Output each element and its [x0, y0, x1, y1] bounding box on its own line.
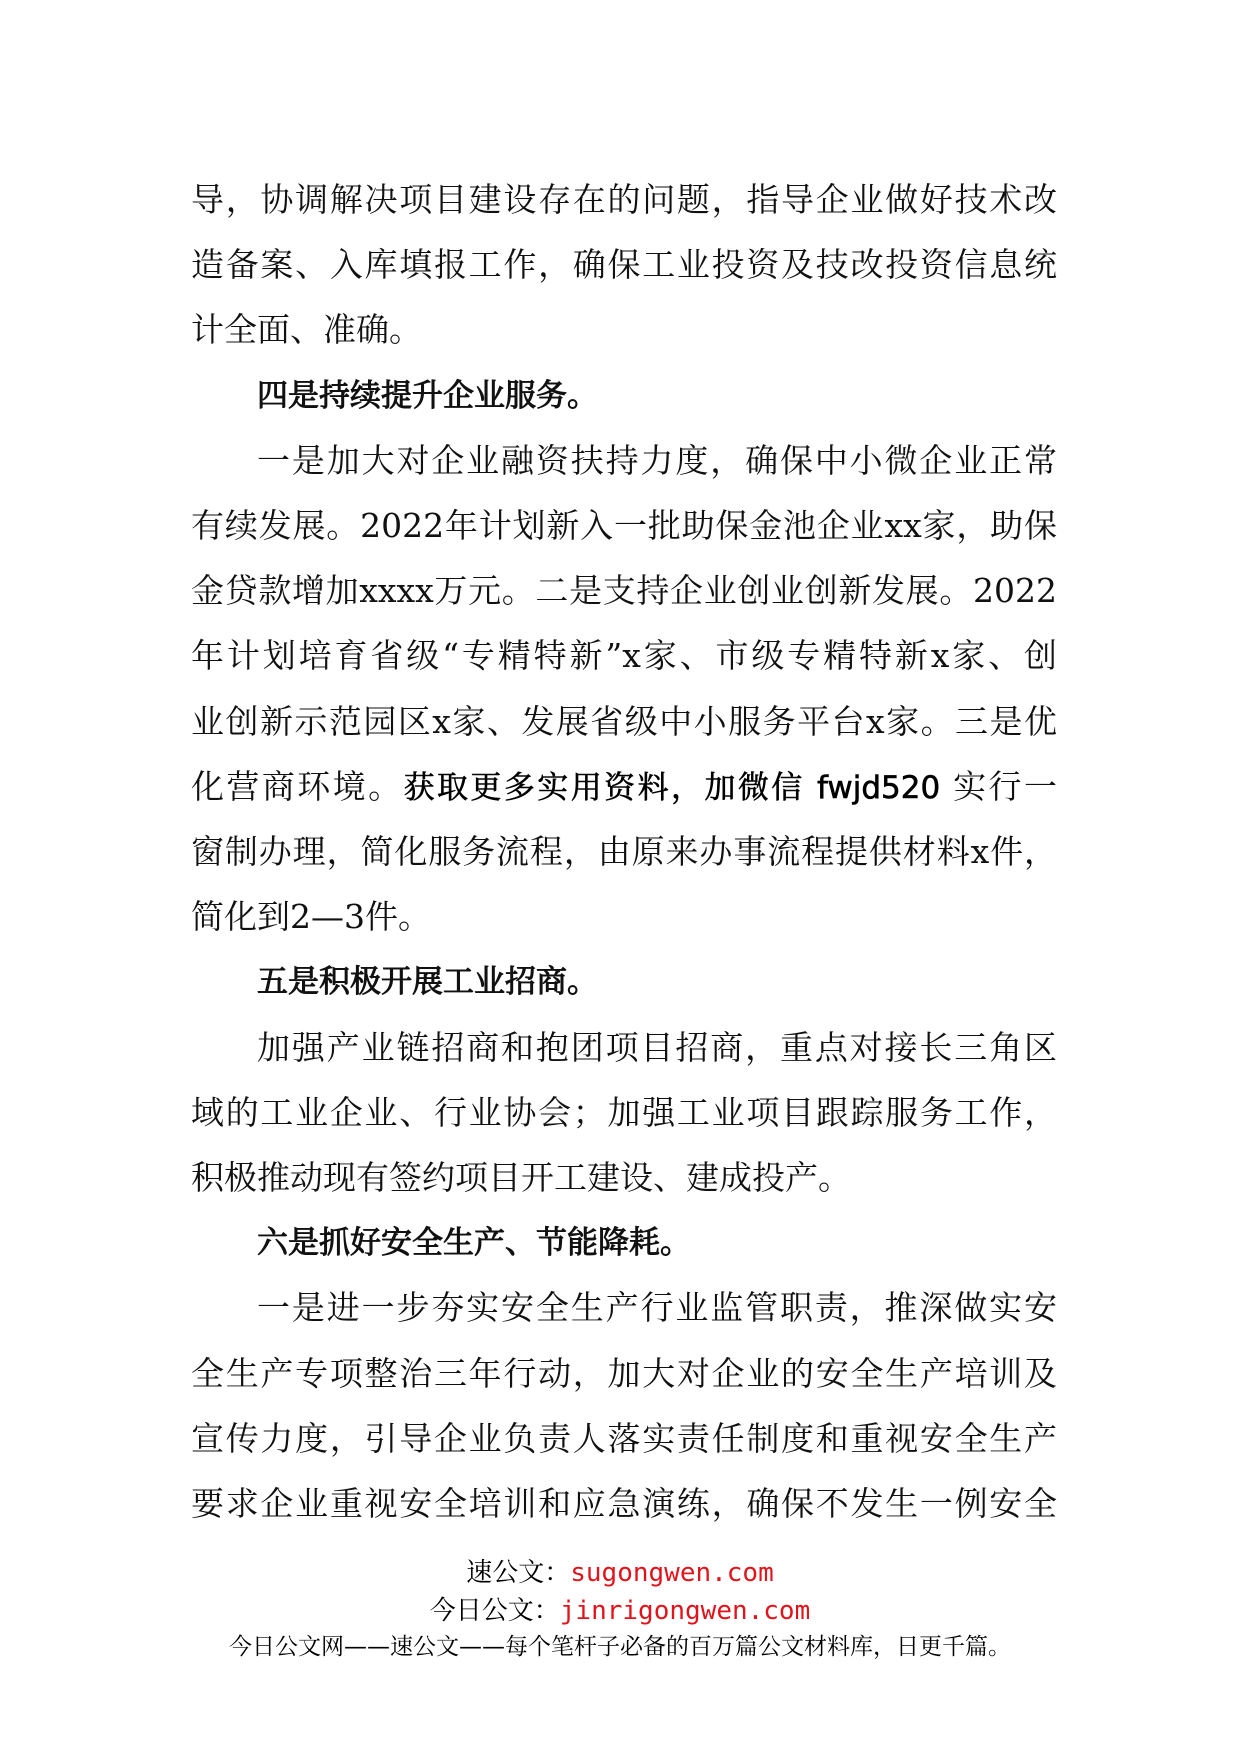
paragraph-line: 加强产业链招商和抱团项目招商，重点对接长三角区: [257, 1027, 1057, 1067]
sugongwen-link[interactable]: sugongwen.com: [570, 1558, 774, 1588]
paragraph-line: 年计划培育省级“专精特新”x家、市级专精特新x家、创: [191, 636, 1057, 676]
section-heading: 五是积极开展工业招商。: [257, 964, 598, 1001]
section-heading: 六是抓好安全生产、节能降耗。: [257, 1225, 691, 1262]
jinrigongwen-link[interactable]: jinrigongwen.com: [559, 1596, 811, 1626]
paragraph-line: 积极推动现有签约项目开工建设、建成投产。: [191, 1158, 851, 1197]
paragraph-line: 导，协调解决项目建设存在的问题，指导企业做好技术改: [191, 180, 1057, 219]
paragraph-line: 计全面、准确。: [191, 310, 422, 350]
footer-tagline: 今日公文网——速公文——每个笔杆子必备的百万篇公文材料库，日更千篇。: [229, 1634, 1011, 1660]
footer-sugongwen: [0, 1552, 1240, 1589]
section-heading: 四是持续提升企业服务。: [257, 377, 598, 414]
paragraph-line: 域的工业企业、行业协会；加强工业项目跟踪服务工作，: [191, 1092, 1057, 1132]
paragraph-line: 要求企业重视安全培训和应急演练，确保不发生一例安全: [191, 1484, 1057, 1523]
paragraph-line: 造备案、入库填报工作，确保工业投资及技改投资信息统: [191, 245, 1057, 285]
paragraph-line: 业创新示范园区x家、发展省级中小服务平台x家。三是优: [191, 701, 1057, 741]
paragraph-line: 金贷款增加xxxx万元。二是支持企业创业创新发展。2022: [191, 571, 1057, 611]
paragraph-text: 化营商环境。: [191, 766, 404, 806]
footer-jinrigongwen: [0, 1590, 1240, 1627]
promo-text: 获取更多实用资料，加微信 fwjd520: [403, 769, 941, 806]
footer-label: 今日公文：: [429, 1596, 560, 1626]
paragraph-line: 窗制办理，简化服务流程，由原来办事流程提供材料x件，: [191, 832, 1057, 871]
paragraph-line: [191, 762, 1057, 812]
footer-label: 速公文：: [466, 1558, 571, 1588]
paragraph-line: 一是进一步夯实安全生产行业监管职责，推深做实安: [257, 1288, 1057, 1328]
paragraph-line: 宣传力度，引导企业负责人落实责任制度和重视安全生产: [191, 1418, 1057, 1458]
paragraph-line: 有续发展。2022年计划新入一批助保金池企业xx家，助保: [191, 506, 1057, 545]
paragraph-text: 实行一: [940, 766, 1057, 806]
paragraph-line: 全生产专项整治三年行动，加大对企业的安全生产培训及: [191, 1353, 1057, 1393]
paragraph-line: 一是加大对企业融资扶持力度，确保中小微企业正常: [257, 440, 1057, 480]
paragraph-line: 简化到2—3件。: [191, 897, 431, 937]
